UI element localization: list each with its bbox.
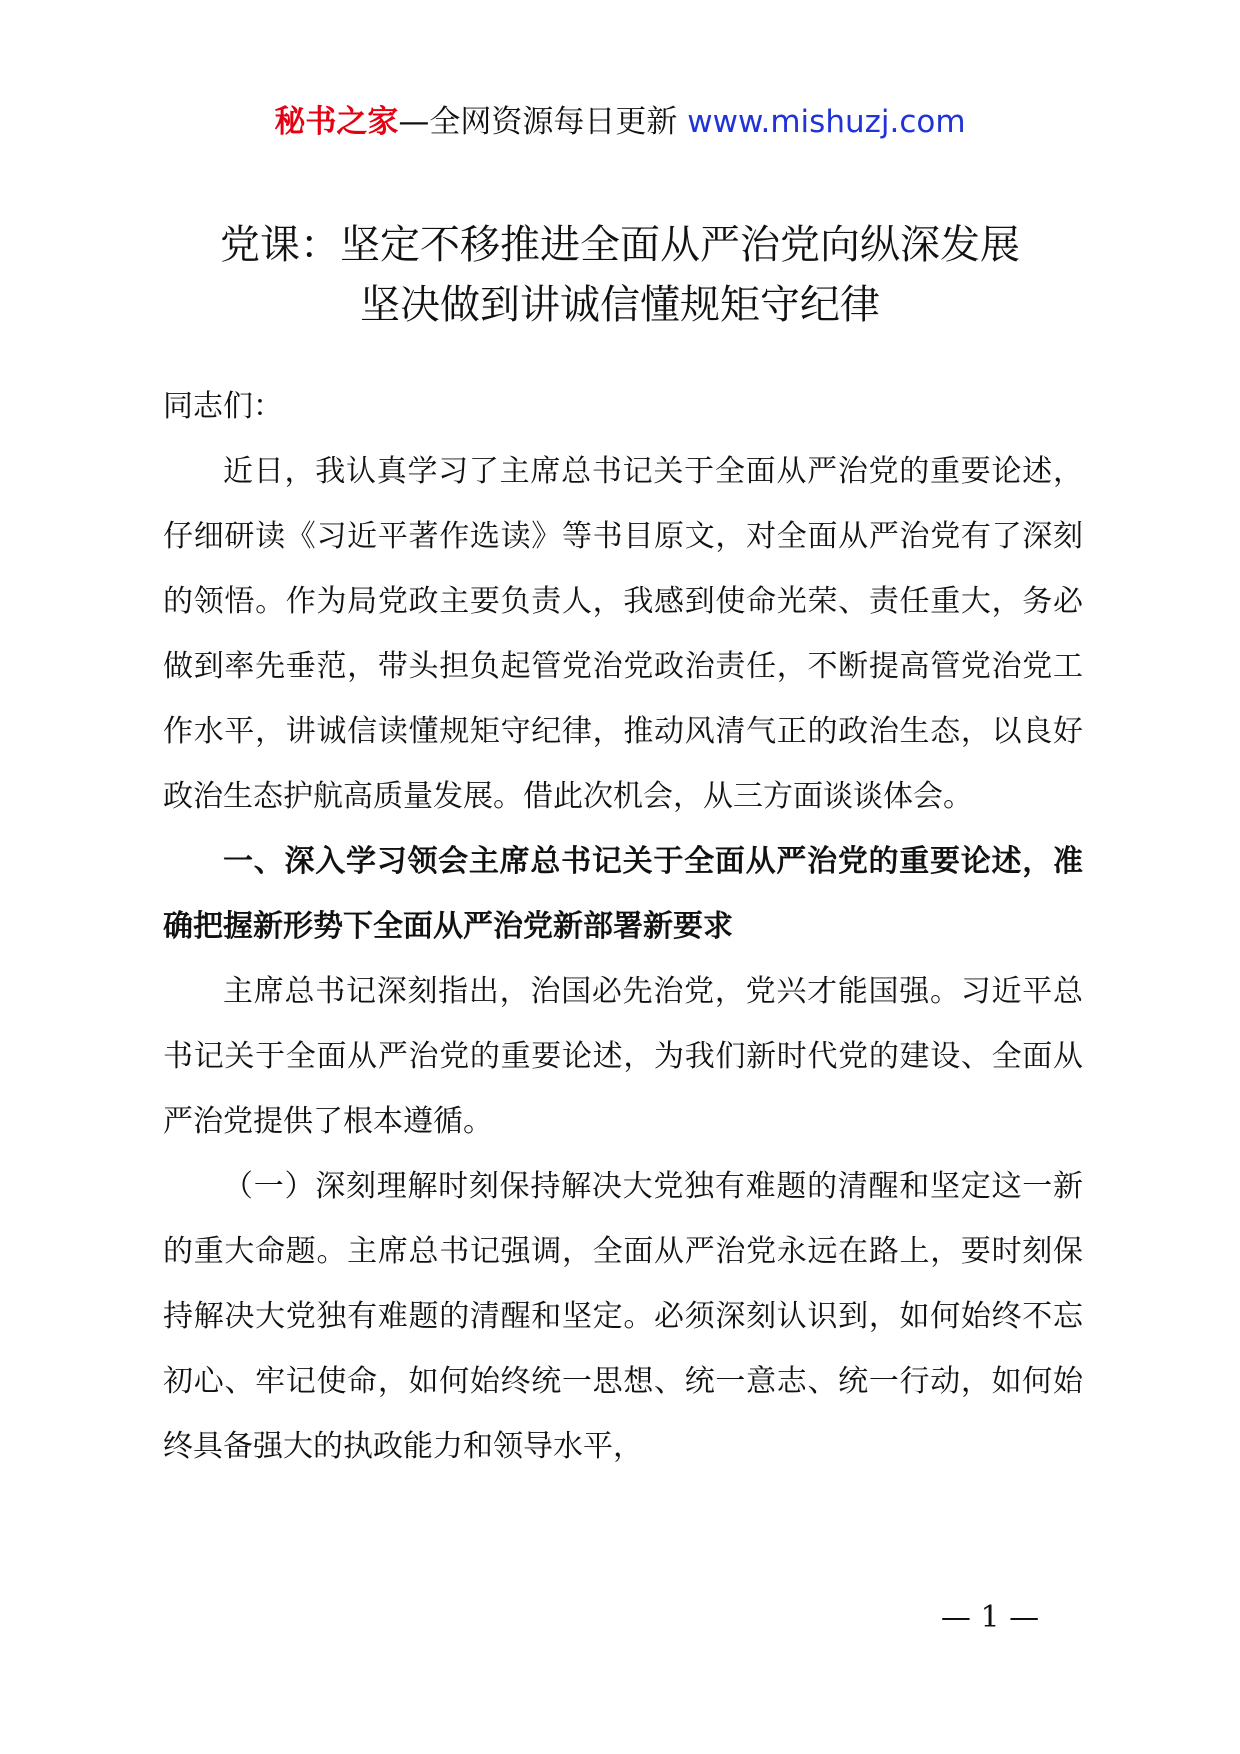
document-body: [163, 374, 1083, 1479]
title-line-2: 坚决做到讲诚信懂规矩守纪律: [360, 282, 880, 328]
section-heading-1: 一、深入学习领会主席总书记关于全面从严治党的重要论述，准确把握新形势下全面从严治党新部署新要求: [163, 844, 1083, 944]
site-brand: 秘书之家: [274, 104, 399, 140]
site-tagline: —全网资源每日更新: [398, 104, 678, 140]
paragraph-2: 主席总书记深刻指出，治国必先治党，党兴才能国强。习近平总书记关于全面从严治党的重要论述，为我们新时代党的建设、全面从严治党提供了根本遵循。: [163, 974, 1083, 1139]
paragraph-intro: 近日，我认真学习了主席总书记关于全面从严治党的重要论述，仔细研读《习近平著作选读》等书目原文，对全面从严治党有了深刻的领悟。作为局党政主要负责人，我感到使命光荣、责任重大，务必做到率先垂范，带头担负起管党治党政治责任，不断提高管党治党工作水平，讲诚信读懂规矩守纪律，推动风清气正的政治生态，以良好政治生态护航高质量发展。借此次机会，从三方面谈谈体会。: [163, 454, 1083, 814]
site-header: [0, 102, 1240, 142]
salutation: 同志们：: [163, 389, 283, 424]
site-url-link[interactable]: www.mishuzj.com: [687, 104, 966, 140]
document-title: [150, 215, 1090, 335]
title-line-1: 党课：坚定不移推进全面从严治党向纵深发展: [220, 222, 1020, 268]
page-number: — 1 —: [940, 1600, 1040, 1635]
paragraph-3: （一）深刻理解时刻保持解决大党独有难题的清醒和坚定这一新的重大命题。主席总书记强调，全面从严治党永远在路上，要时刻保持解决大党独有难题的清醒和坚定。必须深刻认识到，如何始终不忘初心、牢记使命，如何始终统一思想、统一意志、统一行动，如何始终具备强大的执政能力和领导水平，: [163, 1169, 1083, 1464]
